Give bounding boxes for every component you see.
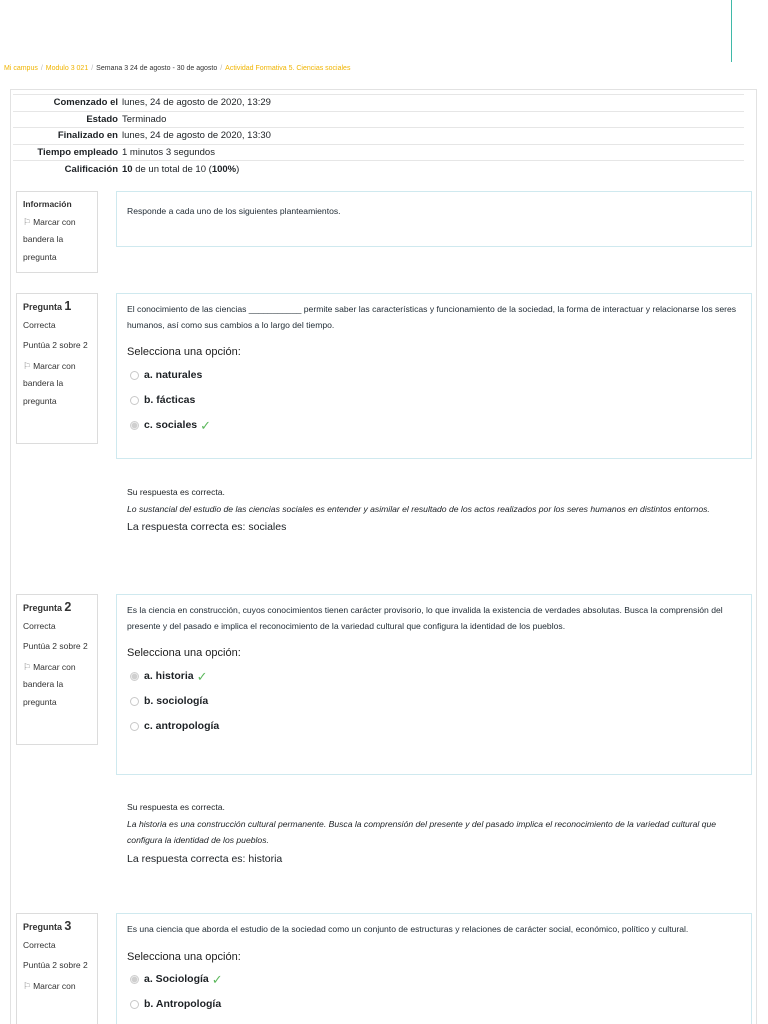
question-number: 3 xyxy=(64,919,72,933)
summary-row-state xyxy=(13,111,744,128)
option-label: b. fácticas xyxy=(144,393,196,406)
question-grade: Puntúa 2 sobre 2 xyxy=(23,340,88,350)
answer-prompt: Selecciona una opción: xyxy=(127,647,241,659)
flag-label: Marcar con bandera la pregunta xyxy=(23,216,76,262)
breadcrumb xyxy=(4,65,350,72)
breadcrumb-link-module[interactable]: Modulo 3 021 xyxy=(45,65,89,72)
summary-label: Tiempo empleado xyxy=(37,147,118,159)
summary-value: lunes, 24 de agosto de 2020, 13:30 xyxy=(122,130,271,142)
check-icon: ✓ xyxy=(200,417,212,433)
feedback-right-answer: La respuesta correcta es: sociales xyxy=(127,521,287,533)
question-text: Es la ciencia en construcción, cuyos conocimientos tienen carácter provisorio, lo que invalida la existencia de verdades absolutas. Busca la comprensión del presente y del pasado e implica el reconocimiento de la variedad cultural que configura la identidad de los pueblos. xyxy=(127,605,723,631)
question-2-feedback xyxy=(127,799,742,867)
radio-button-selected[interactable] xyxy=(130,975,139,984)
question-3-content xyxy=(116,913,752,1024)
summary-row-finished xyxy=(13,128,744,145)
breadcrumb-separator: / xyxy=(40,65,43,72)
option-label: c. antropología xyxy=(144,719,220,732)
feedback-general: Lo sustancial del estudio de las ciencias sociales es entender y asimilar el resultado de los actos realizados por los seres humanos en distintos entornos. xyxy=(127,503,710,514)
header-divider xyxy=(731,0,732,62)
answer-option-c[interactable] xyxy=(127,714,741,739)
summary-label: Calificación xyxy=(64,163,118,175)
radio-button[interactable] xyxy=(130,722,139,731)
answer-option-a[interactable] xyxy=(127,363,741,388)
flag-question-link[interactable] xyxy=(23,659,91,712)
info-sidebar xyxy=(16,191,98,273)
question-label: Pregunta xyxy=(23,922,63,932)
question-number: 1 xyxy=(64,299,72,313)
info-content xyxy=(116,191,752,247)
question-grade: Puntúa 2 sobre 2 xyxy=(23,641,88,651)
grade-text: de un total de 10 ( xyxy=(132,163,212,175)
radio-button-selected[interactable] xyxy=(130,421,139,430)
grade-percent: 100% xyxy=(211,163,237,175)
answer-option-b[interactable] xyxy=(127,388,741,413)
answer-prompt: Selecciona una opción: xyxy=(127,346,241,358)
summary-label: Estado xyxy=(86,113,118,125)
summary-value: lunes, 24 de agosto de 2020, 13:29 xyxy=(122,97,271,109)
info-text: Responde a cada uno de los siguientes planteamientos. xyxy=(127,206,341,216)
flag-icon: ⚐ xyxy=(23,980,32,991)
breadcrumb-separator: / xyxy=(91,65,94,72)
question-2-info xyxy=(16,594,98,745)
radio-button[interactable] xyxy=(130,1000,139,1009)
option-label: b. sociología xyxy=(144,694,209,707)
info-title: Información xyxy=(23,199,72,209)
option-label: b. Antropología xyxy=(144,998,222,1010)
question-text: El conocimiento de las ciencias ___________ permite saber las características y funcionamiento de la sociedad, la forma de interactuar y relacionarse los seres humanos, así como sus cambios a lo largo del tiempo. xyxy=(127,304,737,330)
summary-value xyxy=(122,161,744,178)
flag-icon: ⚐ xyxy=(23,360,32,371)
breadcrumb-link-activity[interactable]: Actividad Formativa 5. Ciencias sociales xyxy=(225,65,351,72)
check-icon: ✓ xyxy=(196,668,208,684)
option-label: a. historia xyxy=(144,669,194,682)
grade-text-end: ) xyxy=(236,163,240,175)
question-grade: Puntúa 2 sobre 2 xyxy=(23,960,88,970)
flag-question-link[interactable] xyxy=(23,978,91,996)
radio-button[interactable] xyxy=(130,697,139,706)
flag-icon: ⚐ xyxy=(23,216,32,227)
answer-prompt: Selecciona una opción: xyxy=(127,950,241,963)
feedback-general: La historia es una construcción cultural permanente. Busca la comprensión del presente y del pasado implica el reconocimiento de la variedad cultural que configura la identidad de los pueblos. xyxy=(127,818,717,845)
question-state: Correcta xyxy=(23,620,56,631)
attempt-summary-table xyxy=(13,94,744,177)
flag-label: Marcar con bandera la pregunta xyxy=(23,661,76,707)
flag-question-link[interactable] xyxy=(23,214,91,267)
question-1-info xyxy=(16,293,98,444)
flag-icon: ⚐ xyxy=(23,661,32,672)
flag-label: Marcar con xyxy=(33,980,76,991)
radio-button[interactable] xyxy=(130,371,139,380)
summary-row-time xyxy=(13,144,744,161)
summary-value: 1 minutos 3 segundos xyxy=(122,147,215,159)
option-label: a. naturales xyxy=(144,368,203,381)
answer-option-a[interactable] xyxy=(127,664,741,689)
summary-row-started xyxy=(13,95,744,112)
feedback-right-answer: La respuesta correcta es: historia xyxy=(127,852,283,865)
question-label: Pregunta xyxy=(23,603,63,613)
question-label: Pregunta xyxy=(23,302,63,312)
question-number: 2 xyxy=(64,600,72,614)
answer-option-b[interactable] xyxy=(127,689,741,714)
question-state: Correcta xyxy=(23,939,56,950)
check-icon: ✓ xyxy=(211,972,223,987)
question-text: Es una ciencia que aborda el estudio de la sociedad como un conjunto de estructuras y relaciones de carácter social, económico, político y cultural. xyxy=(127,924,689,934)
question-1-feedback xyxy=(127,484,742,536)
feedback-status: Su respuesta es correcta. xyxy=(127,487,225,497)
question-2-content xyxy=(116,594,752,775)
answer-option-c[interactable] xyxy=(127,413,741,438)
breadcrumb-link-week[interactable]: Semana 3 24 de agosto - 30 de agosto xyxy=(96,65,218,72)
answer-option-b[interactable] xyxy=(127,992,741,1017)
summary-value: Terminado xyxy=(122,113,167,125)
question-state: Correcta xyxy=(23,319,56,330)
breadcrumb-separator: / xyxy=(220,65,223,72)
option-label: a. Sociología xyxy=(144,973,209,985)
radio-button-selected[interactable] xyxy=(130,672,139,681)
feedback-status: Su respuesta es correcta. xyxy=(127,802,225,812)
summary-row-grade xyxy=(13,161,744,178)
flag-question-link[interactable] xyxy=(23,358,91,411)
summary-label: Finalizado en xyxy=(57,130,118,142)
summary-label: Comenzado el xyxy=(53,97,118,109)
question-1-content xyxy=(116,293,752,459)
breadcrumb-link-campus[interactable]: Mi campus xyxy=(4,65,38,72)
grade-score: 10 xyxy=(122,163,133,175)
option-label: c. sociales xyxy=(144,418,198,431)
question-3-info xyxy=(16,913,98,1024)
flag-label: Marcar con bandera la pregunta xyxy=(23,360,76,406)
answer-option-a[interactable] xyxy=(127,967,741,992)
radio-button[interactable] xyxy=(130,396,139,405)
